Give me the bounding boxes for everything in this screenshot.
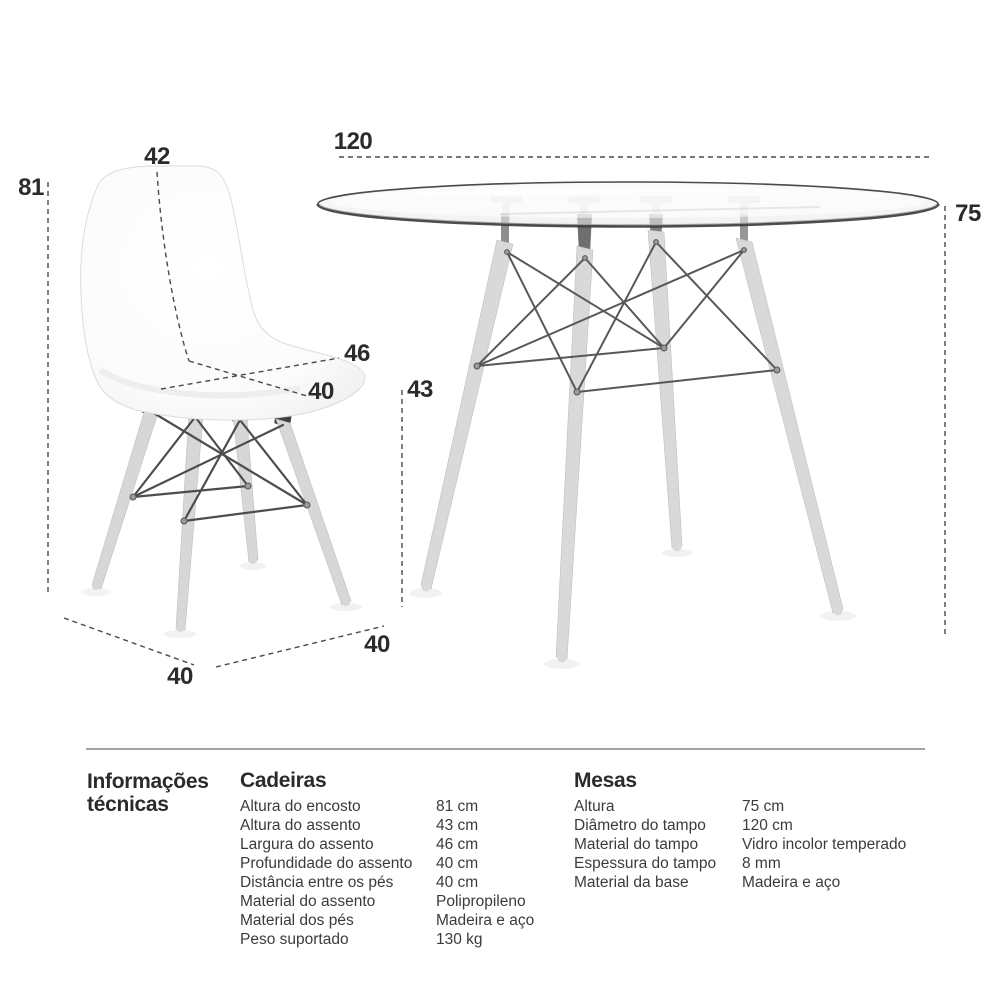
spec-row xyxy=(574,873,906,892)
section-divider xyxy=(86,748,925,750)
dim-chair-back-width: 42 xyxy=(144,143,170,170)
spec-row xyxy=(574,835,906,854)
spec-row xyxy=(240,797,534,816)
spec-label: Profundidade do assento xyxy=(240,855,413,872)
table-legs xyxy=(421,230,843,663)
spec-value: 40 cm xyxy=(436,855,479,872)
floor-shadows xyxy=(82,549,856,669)
spec-value: 130 kg xyxy=(436,931,483,948)
chairs-heading: Cadeiras xyxy=(240,769,327,792)
spec-label: Material dos pés xyxy=(240,912,354,929)
spec-label: Peso suportado xyxy=(240,931,349,948)
spec-label: Diâmetro do tampo xyxy=(574,817,706,834)
spec-label: Material da base xyxy=(574,874,689,891)
spec-label: Altura do encosto xyxy=(240,798,361,815)
spec-value: 43 cm xyxy=(436,817,479,834)
dim-chair-feet-depth: 40 xyxy=(167,663,193,690)
spec-row xyxy=(574,797,906,816)
section-title-line2: técnicas xyxy=(87,793,169,816)
technical-info-section xyxy=(0,750,1000,1000)
dim-chair-total-height: 81 xyxy=(18,174,44,201)
dim-chair-feet-width: 40 xyxy=(364,631,390,658)
spec-label: Material do assento xyxy=(240,893,376,910)
spec-row xyxy=(574,854,906,873)
spec-value: Vidro incolor temperado xyxy=(742,836,907,853)
tables-heading: Mesas xyxy=(574,769,637,792)
spec-value: 81 cm xyxy=(436,798,479,815)
spec-label: Espessura do tampo xyxy=(574,855,717,872)
spec-label: Distância entre os pés xyxy=(240,874,394,891)
spec-row xyxy=(240,911,534,930)
tables-spec-block xyxy=(574,769,906,892)
dim-chair-seat-width: 46 xyxy=(344,340,370,367)
spec-label: Largura do assento xyxy=(240,836,374,853)
spec-row xyxy=(240,835,534,854)
spec-value: 120 cm xyxy=(742,817,793,834)
spec-value: 8 mm xyxy=(742,855,781,872)
spec-value: 75 cm xyxy=(742,798,785,815)
spec-value: 46 cm xyxy=(436,836,479,853)
spec-row xyxy=(240,854,534,873)
spec-value: Polipropileno xyxy=(436,893,526,910)
table-wire-struts xyxy=(477,242,777,392)
section-title xyxy=(87,770,209,816)
spec-row xyxy=(240,873,534,892)
spec-label: Material do tampo xyxy=(574,836,699,853)
section-title-line1: Informações xyxy=(87,770,209,793)
spec-row xyxy=(240,930,534,949)
spec-row xyxy=(574,816,906,835)
dim-table-height: 75 xyxy=(955,200,981,227)
spec-value: Madeira e aço xyxy=(436,912,535,929)
chairs-spec-block xyxy=(240,769,534,949)
spec-value: 40 cm xyxy=(436,874,479,891)
spec-row xyxy=(240,892,534,911)
dim-chair-seat-depth: 40 xyxy=(308,378,334,405)
spec-label: Altura xyxy=(574,798,615,815)
dim-table-diameter: 120 xyxy=(333,128,373,155)
dim-chair-seat-height: 43 xyxy=(407,376,433,403)
table-illustration xyxy=(318,182,938,663)
chair-legs xyxy=(92,406,351,632)
spec-label: Altura do assento xyxy=(240,817,361,834)
table-glass-top xyxy=(318,182,938,226)
spec-row xyxy=(240,816,534,835)
spec-value: Madeira e aço xyxy=(742,874,841,891)
